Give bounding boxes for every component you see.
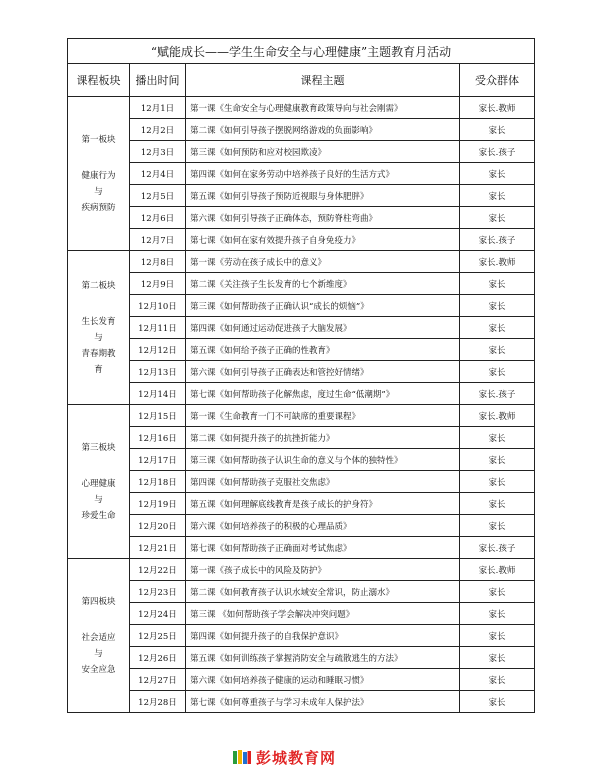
topic-cell: 第三课 《如何帮助孩子学会解决冲突问题》 <box>186 603 460 625</box>
table-row <box>68 185 535 207</box>
block-subtitle-line: 健康行为 <box>81 170 116 181</box>
block-cell <box>68 559 130 713</box>
table-row <box>68 427 535 449</box>
date-cell: 12月5日 <box>130 185 186 207</box>
topic-cell: 第六课《如何培养孩子的积极的心理品质》 <box>186 515 460 537</box>
topic-cell: 第四课《如何帮助孩子克服社交焦虑》 <box>186 471 460 493</box>
date-cell: 12月12日 <box>130 339 186 361</box>
block-subtitle-line: 与 <box>94 332 103 343</box>
date-cell: 12月1日 <box>130 97 186 119</box>
audience-cell: 家长 <box>460 207 535 229</box>
block-name: 第二板块 <box>81 280 116 291</box>
table-row <box>68 207 535 229</box>
audience-cell: 家长.教师 <box>460 559 535 581</box>
date-cell: 12月6日 <box>130 207 186 229</box>
audience-cell: 家长.教师 <box>460 405 535 427</box>
audience-cell: 家长.教师 <box>460 251 535 273</box>
date-cell: 12月3日 <box>130 141 186 163</box>
block-subtitle-line: 青春期教 <box>81 348 116 359</box>
audience-cell: 家长 <box>460 361 535 383</box>
block-name: 第一板块 <box>81 134 116 145</box>
date-cell: 12月26日 <box>130 647 186 669</box>
audience-cell: 家长.孩子 <box>460 537 535 559</box>
topic-cell: 第三课《如何预防和应对校园欺凌》 <box>186 141 460 163</box>
topic-cell: 第五课《如何引导孩子预防近视眼与身体肥胖》 <box>186 185 460 207</box>
table-title: “赋能成长——学生生命安全与心理健康”主题教育月活动 <box>68 39 535 64</box>
table-row <box>68 603 535 625</box>
block-subtitle-line: 心理健康 <box>81 478 116 489</box>
audience-cell: 家长 <box>460 669 535 691</box>
block-name: 第四板块 <box>81 596 116 607</box>
audience-cell: 家长 <box>460 295 535 317</box>
block-subtitle-line: 与 <box>94 186 103 197</box>
date-cell: 12月7日 <box>130 229 186 251</box>
header-topic: 课程主题 <box>186 64 460 97</box>
block-subtitle-line: 生长发育 <box>81 316 116 327</box>
table-row <box>68 515 535 537</box>
date-cell: 12月18日 <box>130 471 186 493</box>
topic-cell: 第六课《如何培养孩子健康的运动和睡眠习惯》 <box>186 669 460 691</box>
block-cell <box>68 405 130 559</box>
table-row <box>68 163 535 185</box>
date-cell: 12月24日 <box>130 603 186 625</box>
table-row <box>68 471 535 493</box>
topic-cell: 第一课《生命安全与心理健康教育政策导向与社会刚需》 <box>186 97 460 119</box>
audience-cell: 家长 <box>460 273 535 295</box>
audience-cell: 家长 <box>460 185 535 207</box>
audience-cell: 家长 <box>460 603 535 625</box>
topic-cell: 第一课《生命教育一门不可缺席的重要课程》 <box>186 405 460 427</box>
topic-cell: 第四课《如何通过运动促进孩子大脑发展》 <box>186 317 460 339</box>
topic-cell: 第六课《如何引导孩子正确体态，预防脊柱弯曲》 <box>186 207 460 229</box>
table-row <box>68 537 535 559</box>
topic-cell: 第一课《劳动在孩子成长中的意义》 <box>186 251 460 273</box>
topic-cell: 第七课《如何在家有效提升孩子自身免疫力》 <box>186 229 460 251</box>
date-cell: 12月28日 <box>130 691 186 713</box>
audience-cell: 家长 <box>460 647 535 669</box>
date-cell: 12月21日 <box>130 537 186 559</box>
table-row <box>68 691 535 713</box>
date-cell: 12月22日 <box>130 559 186 581</box>
topic-cell: 第二课《如何提升孩子的抗挫折能力》 <box>186 427 460 449</box>
table-row <box>68 97 535 119</box>
topic-cell: 第一课《孩子成长中的风险及防护》 <box>186 559 460 581</box>
audience-cell: 家长 <box>460 493 535 515</box>
table-row <box>68 383 535 405</box>
table-row <box>68 141 535 163</box>
table-row <box>68 405 535 427</box>
block-subtitle-line: 与 <box>94 648 103 659</box>
topic-cell: 第七课《如何帮助孩子正确面对考试焦虑》 <box>186 537 460 559</box>
date-cell: 12月14日 <box>130 383 186 405</box>
audience-cell: 家长 <box>460 471 535 493</box>
table-row <box>68 559 535 581</box>
table-row <box>68 251 535 273</box>
date-cell: 12月17日 <box>130 449 186 471</box>
topic-cell: 第六课《如何引导孩子正确表达和管控好情绪》 <box>186 361 460 383</box>
audience-cell: 家长 <box>460 691 535 713</box>
table-row <box>68 339 535 361</box>
topic-cell: 第七课《如何帮助孩子化解焦虑，度过生命“低潮期”》 <box>186 383 460 405</box>
block-subtitle-line: 安全应急 <box>81 664 116 675</box>
date-cell: 12月16日 <box>130 427 186 449</box>
date-cell: 12月20日 <box>130 515 186 537</box>
date-cell: 12月19日 <box>130 493 186 515</box>
table-row <box>68 581 535 603</box>
audience-cell: 家长 <box>460 163 535 185</box>
block-subtitle-line: 社会适应 <box>81 632 116 643</box>
audience-cell: 家长 <box>460 427 535 449</box>
topic-cell: 第二课《关注孩子生长发育的七个新维度》 <box>186 273 460 295</box>
topic-cell: 第三课《如何帮助孩子正确认识“成长的烦恼”》 <box>186 295 460 317</box>
date-cell: 12月8日 <box>130 251 186 273</box>
audience-cell: 家长.孩子 <box>460 141 535 163</box>
date-cell: 12月13日 <box>130 361 186 383</box>
table-row <box>68 273 535 295</box>
books-icon <box>232 749 252 765</box>
date-cell: 12月11日 <box>130 317 186 339</box>
block-subtitle-line: 育 <box>94 364 103 375</box>
block-subtitle-line: 与 <box>94 494 103 505</box>
logo-text: 彭城教育网 <box>256 748 337 767</box>
topic-cell: 第四课《如何提升孩子的自我保护意识》 <box>186 625 460 647</box>
table-row <box>68 229 535 251</box>
block-subtitle-line: 珍爱生命 <box>81 510 116 521</box>
topic-cell: 第五课《如何训练孩子掌握消防安全与疏散逃生的方法》 <box>186 647 460 669</box>
table-row <box>68 317 535 339</box>
table-row <box>68 449 535 471</box>
audience-cell: 家长.孩子 <box>460 383 535 405</box>
topic-cell: 第三课《如何帮助孩子认识生命的意义与个体的独特性》 <box>186 449 460 471</box>
header-block: 课程板块 <box>68 64 130 97</box>
audience-cell: 家长 <box>460 515 535 537</box>
block-subtitle-line: 疾病预防 <box>81 202 116 213</box>
audience-cell: 家长.孩子 <box>460 229 535 251</box>
date-cell: 12月9日 <box>130 273 186 295</box>
date-cell: 12月23日 <box>130 581 186 603</box>
site-logo <box>232 747 336 767</box>
topic-cell: 第二课《如何教育孩子认识水域安全常识，防止溺水》 <box>186 581 460 603</box>
block-cell <box>68 97 130 251</box>
topic-cell: 第七课《如何尊重孩子与学习未成年人保护法》 <box>186 691 460 713</box>
audience-cell: 家长 <box>460 339 535 361</box>
header-date: 播出时间 <box>130 64 186 97</box>
date-cell: 12月25日 <box>130 625 186 647</box>
table-row <box>68 119 535 141</box>
audience-cell: 家长 <box>460 449 535 471</box>
date-cell: 12月2日 <box>130 119 186 141</box>
audience-cell: 家长 <box>460 317 535 339</box>
audience-cell: 家长 <box>460 625 535 647</box>
block-cell <box>68 251 130 405</box>
date-cell: 12月4日 <box>130 163 186 185</box>
table-row <box>68 669 535 691</box>
topic-cell: 第二课《如何引导孩子摆脱网络游戏的负面影响》 <box>186 119 460 141</box>
block-name: 第三板块 <box>81 442 116 453</box>
schedule-sheet <box>67 38 534 713</box>
audience-cell: 家长 <box>460 119 535 141</box>
date-cell: 12月15日 <box>130 405 186 427</box>
table-row <box>68 647 535 669</box>
table-row <box>68 625 535 647</box>
table-row <box>68 493 535 515</box>
schedule-table <box>67 38 535 713</box>
table-row <box>68 361 535 383</box>
audience-cell: 家长 <box>460 581 535 603</box>
header-audience: 受众群体 <box>460 64 535 97</box>
topic-cell: 第四课《如何在家务劳动中培养孩子良好的生活方式》 <box>186 163 460 185</box>
table-row <box>68 295 535 317</box>
topic-cell: 第五课《如何给予孩子正确的性教育》 <box>186 339 460 361</box>
date-cell: 12月27日 <box>130 669 186 691</box>
topic-cell: 第五课《如何理解底线教育是孩子成长的护身符》 <box>186 493 460 515</box>
audience-cell: 家长.教师 <box>460 97 535 119</box>
date-cell: 12月10日 <box>130 295 186 317</box>
